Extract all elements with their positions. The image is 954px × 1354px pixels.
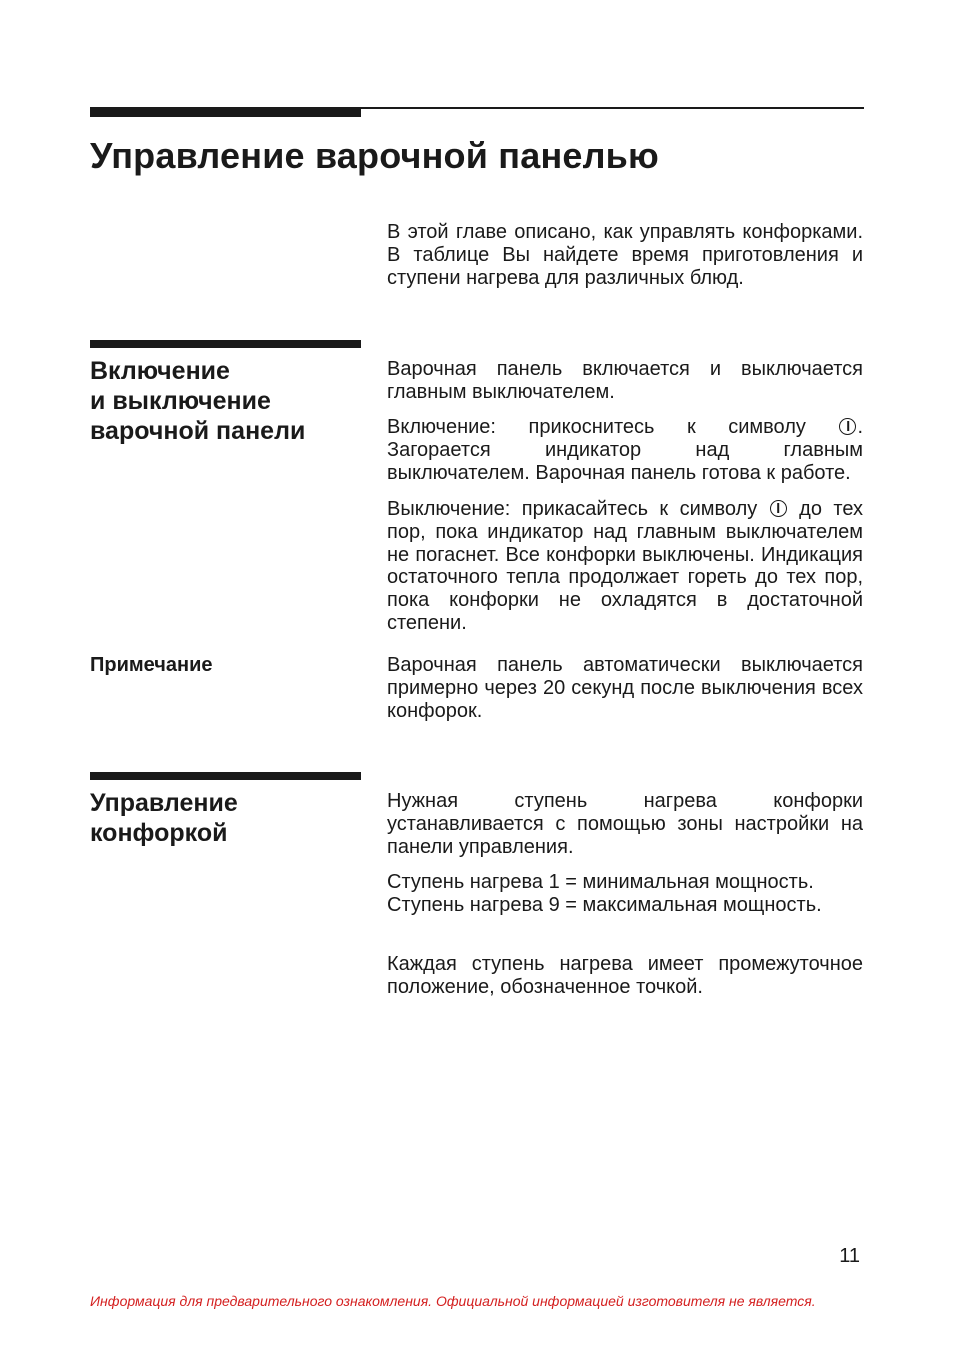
- power-on-before: Включение: прикоснитесь к символу: [387, 416, 806, 438]
- heat-level-min: Ступень нагрева 1 = минимальная мощность.: [387, 871, 814, 893]
- section-rule-burner: [90, 772, 361, 780]
- note-text: Варочная панель автоматически выключается примерно через 20 секунд после выключения всех конфорок.: [387, 654, 863, 722]
- chapter-rule-thin: [90, 107, 864, 109]
- chapter-intro: В этой главе описано, как управлять конфорками. В таблице Вы найдете время приготовления и ступени нагрева для различных блюд.: [387, 221, 863, 289]
- power-off-before: Выключение: прикасайтесь к символу: [387, 498, 758, 520]
- power-main-switch-text: Варочная панель включается и выключается главным выключателем.: [387, 358, 863, 403]
- heading-line: и выключение: [90, 387, 271, 415]
- power-on-text: [387, 416, 863, 484]
- heading-line: конфоркой: [90, 819, 228, 847]
- page-number: 11: [839, 1245, 860, 1267]
- burner-text-1: Нужная ступень нагрева конфорки устанавливается с помощью зоны настройки на панели управления.: [387, 790, 863, 858]
- power-on-after: . Загорается индикатор над главным выключателем. Варочная панель готова к работе.: [387, 416, 863, 484]
- section-heading-power: [90, 356, 305, 446]
- chapter-title: Управление варочной панелью: [90, 135, 659, 176]
- section-rule-power: [90, 340, 361, 348]
- chapter-rule-thick: [90, 108, 361, 117]
- power-symbol-icon: [839, 418, 856, 435]
- power-off-text: [387, 498, 863, 635]
- footer-disclaimer: Информация для предварительного ознакомления. Официальной информацией изготовителя не является.: [90, 1293, 816, 1309]
- section-heading-burner: [90, 788, 238, 848]
- note-label: Примечание: [90, 654, 213, 676]
- burner-text-2: [387, 871, 863, 917]
- power-symbol-icon: [770, 500, 787, 517]
- heat-level-max: Ступень нагрева 9 = максимальная мощность.: [387, 893, 822, 916]
- power-off-after: до тех пор, пока индикатор над главным выключателем не погаснет. Все конфорки выключены. Индикация остаточного тепла продолжает гореть до тех пор, пока конфорки не охладятся в достаточной степени.: [387, 498, 864, 634]
- burner-text-3: Каждая ступень нагрева имеет промежуточное положение, обозначенное точкой.: [387, 953, 863, 998]
- heading-line: Включение: [90, 357, 230, 385]
- heading-line: Управление: [90, 789, 238, 817]
- heading-line: варочной панели: [90, 417, 306, 445]
